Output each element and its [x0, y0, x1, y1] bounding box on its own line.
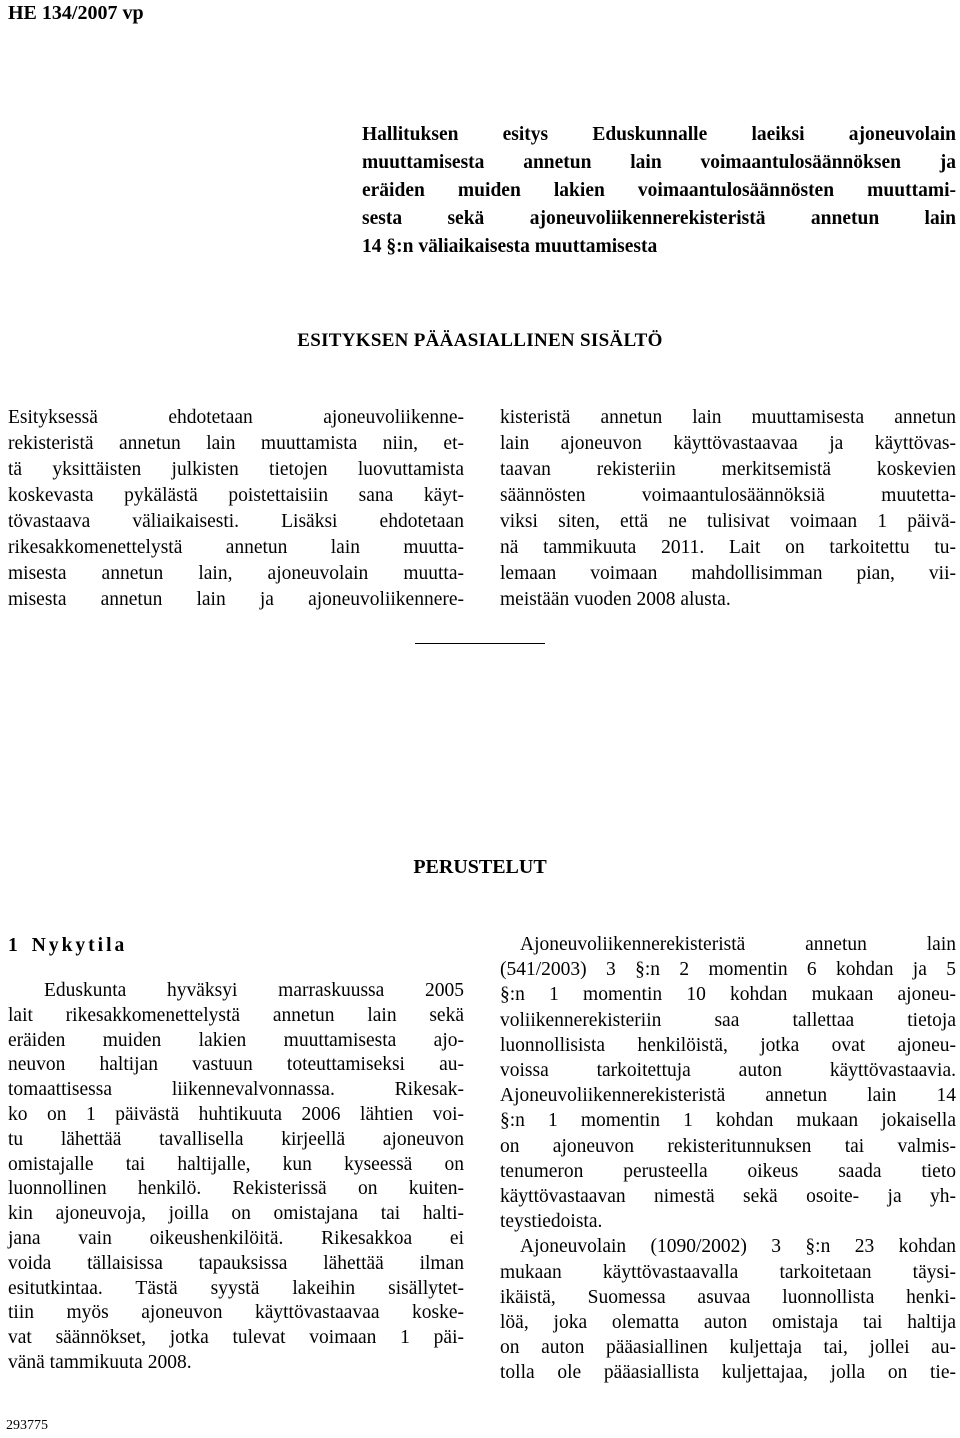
text-line: luonnollisista henkilöistä, jotka ovat ajoneu-	[500, 1034, 956, 1056]
document-id: HE 134/2007 vp	[8, 2, 144, 24]
text-line: §:n 1 momentin 1 kohdan mukaan jokaisella	[500, 1110, 956, 1132]
text-line: misesta annetun lain, ajoneuvolain muutta-	[8, 563, 464, 584]
text-line: misesta annetun lain ja ajoneuvoliikennere-	[8, 589, 464, 610]
text-line: viksi siten, että ne tulisivat voimaan 1 päivä-	[500, 511, 956, 532]
text-line: esitutkintaa. Tästä syystä lakeihin sisällytet-	[8, 1277, 464, 1299]
text-line: taavan rekisteriin merkitsemistä koskevien	[500, 459, 956, 480]
text-line: meistään vuoden 2008 alusta.	[500, 589, 731, 610]
text-line: mukaan käyttövastaavalla tarkoitetaan täysi-	[500, 1261, 956, 1283]
bill-title	[362, 121, 956, 261]
text-line: tomaattisessa liikennevalvonnassa. Rikesak-	[8, 1079, 464, 1101]
text-line: Ajoneuvoliikennerekisteristä annetun lain	[520, 934, 956, 955]
title-line: muuttamisesta annetun lain voimaantulosäännöksen ja	[362, 152, 956, 173]
text-line: ko on 1 päivästä huhtikuuta 2006 lähtien voi-	[8, 1103, 464, 1125]
section-heading	[8, 935, 127, 957]
section-divider	[415, 643, 545, 644]
text-line: omistajalle tai haltijalle, kun kyseessä on	[8, 1153, 464, 1175]
text-line: voissa tarkoitettuja auton käyttövastaavia.	[500, 1060, 956, 1082]
title-line: Hallituksen esitys Eduskunnalle laeiksi ajoneuvolain	[362, 124, 956, 145]
body-left-column	[8, 979, 464, 1376]
text-line: rikesakkomenettelystä annetun lain muutta-	[8, 537, 464, 558]
text-line: Ajoneuvoliikennerekisteristä annetun lain 14	[500, 1085, 956, 1107]
section-title: Nykytila	[31, 935, 128, 956]
text-line: luonnollinen henkilö. Rekisterissä on kuiten-	[8, 1178, 464, 1200]
text-line: neuvon haltijan vastuun toteuttamiseksi au-	[8, 1054, 464, 1076]
text-line: vat säännökset, jotka tulevat voimaan 1 päi-	[8, 1327, 464, 1349]
text-line: §:n 1 momentin 10 kohdan mukaan ajoneu-	[500, 984, 956, 1006]
text-line: tu lähettää tavallisella kirjeellä ajoneuvon	[8, 1128, 464, 1150]
text-line: käyttövastaavan nimestä sekä osoite- ja yh-	[500, 1186, 956, 1208]
text-line: kisteristä annetun lain muuttamisesta annetun	[500, 407, 956, 428]
summary-left-column	[8, 405, 464, 613]
text-line: vänä tammikuuta 2008.	[8, 1351, 192, 1373]
text-line: kin ajoneuvoja, joilla on omistajana tai halti-	[8, 1203, 464, 1225]
text-line: lain ajoneuvon käyttövastaavaa ja käyttövas-	[500, 433, 956, 454]
title-line: sesta sekä ajoneuvoliikennerekisteristä annetun lain	[362, 208, 956, 229]
text-line: rekisteristä annetun lain muuttamista niin, et-	[8, 433, 464, 454]
section-number: 1	[8, 935, 18, 956]
text-line: (541/2003) 3 §:n 2 momentin 6 kohdan ja 5	[500, 959, 956, 981]
text-line: on ajoneuvon rekisteritunnuksen tai valmis-	[500, 1135, 956, 1157]
text-line: on auton pääasiallinen kuljettaja tai, jollei au-	[500, 1337, 956, 1359]
text-line: nä tammikuuta 2011. Lait on tarkoitettu tu-	[500, 537, 956, 558]
text-line: tenumeron perusteella oikeus saada tieto	[500, 1160, 956, 1182]
summary-heading: ESITYKSEN PÄÄASIALLINEN SISÄLTÖ	[297, 330, 663, 351]
text-line: eräiden muiden lakien muuttamisesta ajo-	[8, 1029, 464, 1051]
body-right-column	[500, 932, 956, 1386]
text-line: voliikennerekisteriin saa tallettaa tietoja	[500, 1009, 956, 1031]
text-line: lait rikesakkomenettelystä annetun lain sekä	[8, 1004, 464, 1026]
text-line: tolla ole pääasiallista kuljettajaa, jolla on tie-	[500, 1362, 956, 1384]
summary-right-column	[500, 405, 956, 613]
text-line: tä yksittäisten julkisten tietojen luovuttamista	[8, 459, 464, 480]
text-line: löä, joka olematta auton omistaja tai haltija	[500, 1312, 956, 1334]
text-line: tiin myös ajoneuvon käyttövastaavaa koske-	[8, 1302, 464, 1324]
text-line: tövastaava väliaikaisesti. Lisäksi ehdotetaan	[8, 511, 464, 532]
page-number: 293775	[6, 1418, 48, 1433]
text-line: teystiedoista.	[500, 1211, 603, 1233]
text-line: Esityksessä ehdotetaan ajoneuvoliikenne-	[8, 407, 464, 428]
text-line: säännösten voimaantulosäännöksiä muutetta-	[500, 485, 956, 506]
text-line: Ajoneuvolain (1090/2002) 3 §:n 23 kohdan	[520, 1236, 956, 1258]
text-line: Eduskunta hyväksyi marraskuussa 2005	[44, 980, 464, 1001]
title-line: 14 §:n väliaikaisesta muuttamisesta	[362, 236, 658, 257]
text-line: jana vain oikeushenkilöitä. Rikesakkoa ei	[8, 1227, 464, 1249]
text-line: ikäistä, Suomessa asuvaa luonnollista henki-	[500, 1286, 956, 1308]
text-line: koskevasta pykälästä poistettaisiin sana käyt-	[8, 485, 464, 506]
text-line: voida tällaisissa tapauksissa lähettää ilman	[8, 1252, 464, 1274]
text-line: lemaan voimaan mahdollisimman pian, vii-	[500, 563, 956, 584]
title-line: eräiden muiden lakien voimaantulosäännösten muuttami-	[362, 180, 956, 201]
perustelut-heading: PERUSTELUT	[413, 856, 547, 878]
